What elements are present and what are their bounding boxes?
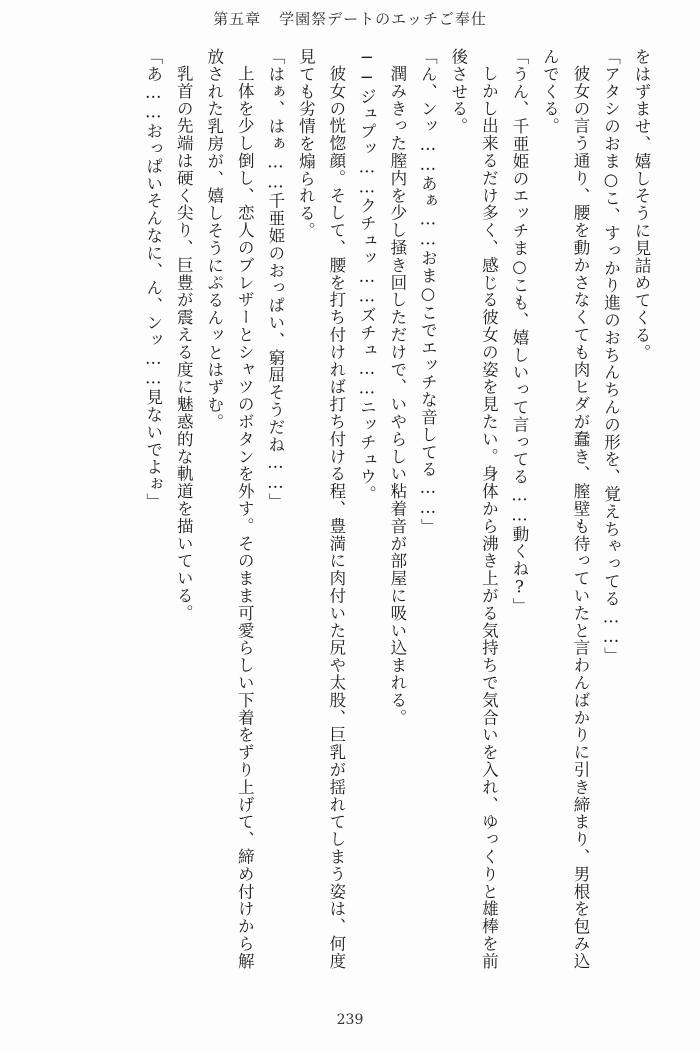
paragraph: 彼女の言う通り、腰を動かさなくても肉ヒダが蠢き、膣壁も待っていたと言わんばかりに引き締まり、男根を包み込んでくる。 [540, 48, 590, 970]
paragraph: 「あ……おっぱいそんなに、ん、ンッ……見ないでよぉ」 [143, 48, 163, 511]
paragraph: 潤みきった膣内を少し掻き回しただけで、いやらしい粘着音が部屋に吸い込まれる。 [387, 64, 407, 726]
paragraph: しかし出来るだけ多く、感じる彼女の姿を見たい。身体から沸き上がる気持ちで気合いを入れ、ゆっくりと雄棒を前後させる。 [448, 48, 499, 970]
body-text [44, 48, 656, 978]
paragraph: 「はぁ、はぁ……千亜姫のおっぱい、窮屈そうだね……」 [265, 48, 285, 511]
chapter-number: 第五章 [213, 10, 262, 28]
paragraph: をはずませ、嬉しそうに見詰めてくる。 [632, 48, 651, 362]
page-number: 239 [336, 1012, 364, 1028]
running-header [0, 8, 700, 29]
paragraph: 彼女の恍惚顔。そして、腰を打ち付ければ打ち付ける程、豊満に肉付いた尻や太股、巨乳が揺れてしまう姿は、何度見ても劣情を煽られる。 [296, 48, 346, 970]
paragraph: 乳首の先端は硬く尖り、巨豊が震える度に魅惑的な軌道を描いている。 [174, 64, 194, 622]
paragraph: 「ん、ンッ……あぁ……おま○こでエッチな音してる……」 [418, 48, 438, 536]
paragraph: 「うん、千亜姫のエッチま○こも、嬉しいって言ってる……動くね?」 [509, 48, 529, 615]
paragraph: 「アタシのおま○こ、すっかり進のおちんちんの形を、覚えちゃってる……」 [601, 48, 621, 665]
chapter-title: 学園祭デートのエッチご奉仕 [279, 10, 487, 28]
paragraph: ──ジュプッ……クチュッ……ズチュ……ニッチュウ。 [357, 48, 377, 503]
paragraph: 上体を少し倒し、恋人のブレザーとシャツのボタンを外す。そのまま可愛らしい下着をずり上げて、締め付けから解放された乳房が、嬉しそうにぷるんッとはずむ。 [204, 48, 255, 970]
